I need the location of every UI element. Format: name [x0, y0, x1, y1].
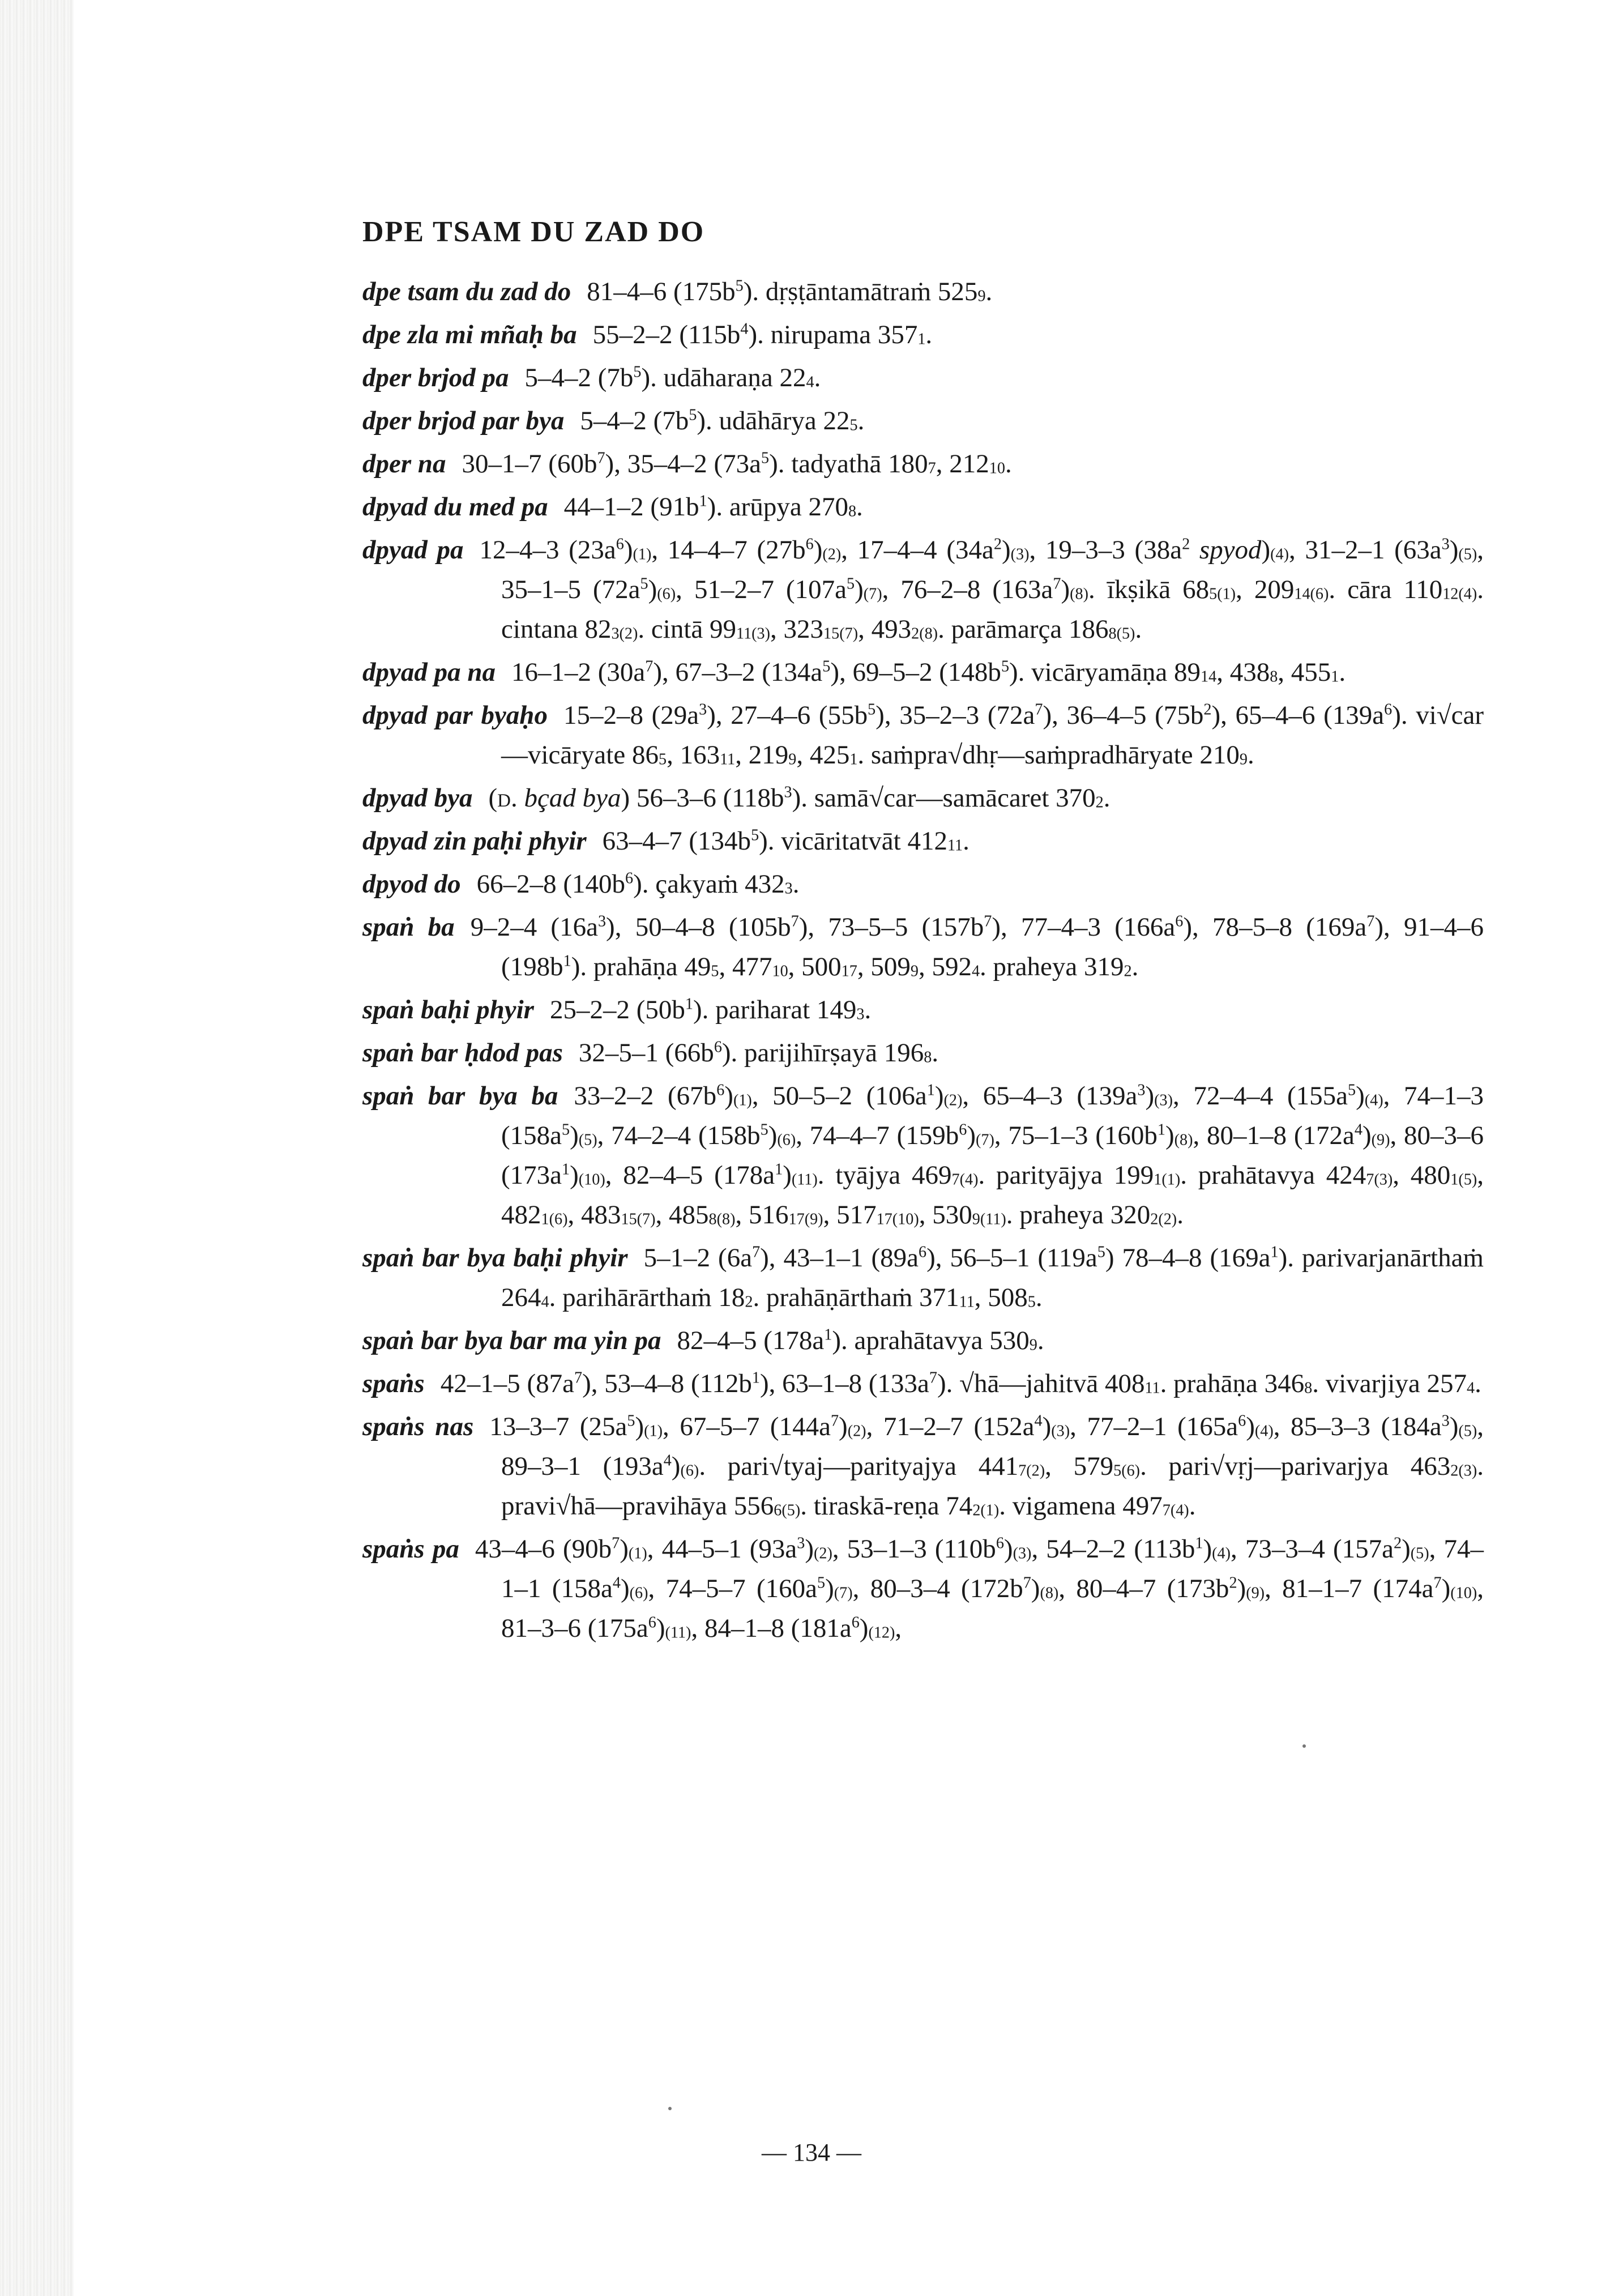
entry-body: 16–1–2 $(30a^7)$, 67–3–2 $(134a^5)$, 69–5–2 $(148b^5)$. vicāryamāṇa $89_{14}$, $438_8$, $455_1$. — [511, 658, 1346, 687]
entry-body: (d. bçad bya) 56–3–6 $(118b^3)$. samā√car—samācaret $370_2$. — [488, 783, 1111, 813]
entry-headword: dpyad du med pa — [362, 492, 548, 522]
entry-headword: dpyad zin paḥi phyir — [362, 826, 587, 856]
entry-headword: dper na — [362, 449, 446, 479]
entry-body: 32–5–1 $(66b^6)$. parijihīrṣayā $196_8$. — [578, 1038, 939, 1068]
paper-speck — [1302, 1744, 1306, 1748]
page-number: — 134 — — [762, 2139, 861, 2166]
dictionary-entry — [362, 1238, 1484, 1317]
dictionary-entry — [362, 358, 1484, 398]
entry-body: 30–1–7 $(60b^7)$, 35–4–2 $(73a^5)$. tadyathā $180_7$, $212_{10}$. — [462, 449, 1012, 479]
dictionary-entry — [362, 1033, 1484, 1073]
entry-headword: spaṅ ba — [362, 912, 455, 942]
entry-body: 5–4–2 $(7b^5)$. udāhārya $22_5$. — [580, 406, 865, 436]
entry-body: 12–4–3 $(23a^6)_{(1)}$, 14–4–7 $(27b^6)_{(2)}$, 17–4–4 $(34a^2)_{(3)}$, 19–3–3 ($38a^2$ $spyod)_{(4)}$, 31–2–1 $(63a^3)_{(5)}$, 35–1–5 $(72a^5)_{(6)}$, 51–2–7 $(107a^5)_{(7)}$, 76–2–8 $(163a^7)_{(8)}$. īkṣikā $68_{5(1)}$, $209_{14(6)}$. cāra $110_{12(4)}$. cintana $82_{3(2)}$. cintā $99_{11(3)}$, $323_{15(7)}$, $493_{2(8)}$. parāmarça $186_{8(5)}$. — [479, 535, 1484, 644]
entry-body: 66–2–8 $(140b^6)$. çakyaṁ $432_3$. — [476, 869, 800, 899]
entry-body: 44–1–2 $(91b^1)$. arūpya $270_8$. — [563, 492, 863, 522]
entry-body: 25–2–2 $(50b^1)$. pariharat $149_3$. — [549, 995, 872, 1025]
binding-edge — [0, 0, 74, 2296]
entry-headword: spaṅs nas — [362, 1412, 474, 1441]
dictionary-entry — [362, 487, 1484, 527]
entry-headword: dpyod do — [362, 869, 461, 899]
entry-headword: dpyad pa na — [362, 658, 496, 687]
entry-headword: spaṅ baḥi phyir — [362, 995, 534, 1025]
dictionary-entry — [362, 315, 1484, 355]
entry-body: 43–4–6 $(90b^7)_{(1)}$, 44–5–1 $(93a^3)_{(2)}$, 53–1–3 $(110b^6)_{(3)}$, 54–2–2 $(113b^1)_{(4)}$, 73–3–4 $(157a^2)_{(5)}$, 74–1–1 $(158a^4)_{(6)}$, 74–5–7 $(160a^5)_{(7)}$, 80–3–4 $(172b^7)_{(8)}$, 80–4–7 $(173b^2)_{(9)}$, 81–1–7 $(174a^7)_{(10)}$, 81–3–6 $(175a^6)_{(11)}$, 84–1–8 $(181a^6)_{(12)}$, — [475, 1534, 1484, 1643]
dictionary-entry — [362, 1364, 1484, 1403]
entry-body: 9–2–4 $(16a^3)$, 50–4–8 $(105b^7)$, 73–5–5 $(157b^7)$, 77–4–3 $(166a^6)$, 78–5–8 $(169a^7)$, 91–4–6 $(198b^1)$. prahāṇa $49_5$, $477_{10}$, $500_{17}$, $509_9$, $592_4$. praheya $319_2$. — [470, 912, 1484, 981]
entry-body: 42–1–5 $(87a^7)$, 53–4–8 $(112b^1)$, 63–1–8 $(133a^7)$. √hā—jahitvā $408_{11}$. prahāṇa $346_8$. vivarjiya $257_4$. — [440, 1369, 1481, 1398]
entry-body: 81–4–6 $(175b^5)$. dṛṣṭāntamātraṁ $525_9$. — [587, 277, 993, 306]
dictionary-entry — [362, 907, 1484, 987]
dictionary-entry — [362, 1321, 1484, 1360]
entry-headword: dpyad par byaḥo — [362, 701, 548, 730]
dictionary-entry — [362, 821, 1484, 861]
dictionary-entry — [362, 1076, 1484, 1235]
dictionary-entry — [362, 778, 1484, 818]
entry-headword: spaṅs pa — [362, 1534, 459, 1564]
dictionary-entry — [362, 530, 1484, 649]
dictionary-entry — [362, 990, 1484, 1030]
dictionary-entries — [362, 272, 1484, 1651]
entry-headword: spaṅ bar bya baḥi phyir — [362, 1243, 628, 1273]
entry-headword: dpyad bya — [362, 783, 473, 813]
entry-headword: spaṅ bar ḥdod pas — [362, 1038, 563, 1068]
entry-headword: dpyad pa — [362, 535, 464, 565]
dictionary-entry — [362, 652, 1484, 692]
entry-body: 5–1–2 $(6a^7)$, 43–1–1 $(89a^6)$, 56–5–1 $(119a^5)$ 78–4–8 $(169a^1)$. parivarjanārthaṁ $264_4$. parihārārthaṁ $18_2$. prahāṇārthaṁ $371_{11}$, $508_5$. — [501, 1243, 1484, 1312]
entry-body: 82–4–5 $(178a^1)$. aprahātavya $530_9$. — [677, 1326, 1044, 1355]
entry-body: 13–3–7 $(25a^5)_{(1)}$, 67–5–7 $(144a^7)_{(2)}$, 71–2–7 $(152a^4)_{(3)}$, 77–2–1 $(165a^6)_{(4)}$, 85–3–3 $(184a^3)_{(5)}$, 89–3–1 $(193a^4)_{(6)}$. pari√tyaj—parityajya $441_{7(2)}$, $579_{5(6)}$. pari√vṛj—parivarjya $463_{2(3)}$. pravi√hā—pravihāya $556_{6(5)}$. tiraskā-reṇa $74_{2(1)}$. vigamena $497_{7(4)}$. — [489, 1412, 1484, 1521]
entry-body: 5–4–2 $(7b^5)$. udāharaṇa $22_4$. — [524, 363, 821, 392]
entry-headword: dpe zla mi mñaḥ ba — [362, 320, 577, 349]
entry-body: 33–2–2 $(67b^6)_{(1)}$, 50–5–2 $(106a^1)_{(2)}$, 65–4–3 $(139a^3)_{(3)}$, 72–4–4 $(155a^5)_{(4)}$, 74–1–3 $(158a^5)_{(5)}$, 74–2–4 $(158b^5)_{(6)}$, 74–4–7 $(159b^6)_{(7)}$, 75–1–3 $(160b^1)_{(8)}$, 80–1–8 $(172a^4)_{(9)}$, 80–3–6 $(173a^1)_{(10)}$, 82–4–5 $(178a^1)_{(11)}$. tyājya $469_{7(4)}$. parityājya $199_{1(1)}$. prahātavya $424_{7(3)}$, $480_{1(5)}$, $482_{1(6)}$, $483_{15(7)}$, $485_{8(8)}$, $516_{17(9)}$, $517_{17(10)}$, $530_{9(11)}$. praheya $320_{2(2)}$. — [501, 1081, 1484, 1230]
entry-body: 15–2–8 $(29a^3)$, 27–4–6 $(55b^5)$, 35–2–3 $(72a^7)$, 36–4–5 $(75b^2)$, 65–4–6 $(139a^6)$. vi√car—vicāryate $86_5$, $163_{11}$, $219_9$, $425_1$. saṁpra√dhṛ—saṁpradhāryate $210_9$. — [501, 701, 1484, 770]
dictionary-entry — [362, 1529, 1484, 1648]
entry-body: 63–4–7 $(134b^5)$. vicāritatvāt $412_{11}$. — [602, 826, 969, 856]
entry-headword: spaṅ bar bya ba — [362, 1081, 558, 1111]
entry-headword: dper brjod pa — [362, 363, 509, 392]
paper-speck — [668, 2107, 672, 2110]
page-header: DPE TSAM DU ZAD DO — [362, 216, 705, 248]
entry-headword: spaṅs — [362, 1369, 425, 1398]
dictionary-entry — [362, 401, 1484, 441]
dictionary-entry — [362, 864, 1484, 904]
dictionary-entry — [362, 1407, 1484, 1526]
entry-body: 55–2–2 $(115b^4)$. nirupama $357_1$. — [592, 320, 933, 349]
entry-headword: spaṅ bar bya bar ma yin pa — [362, 1326, 661, 1355]
entry-headword: dper brjod par bya — [362, 406, 565, 436]
dictionary-entry — [362, 444, 1484, 484]
entry-headword: dpe tsam du zad do — [362, 277, 571, 306]
dictionary-entry — [362, 695, 1484, 775]
dictionary-entry — [362, 272, 1484, 311]
